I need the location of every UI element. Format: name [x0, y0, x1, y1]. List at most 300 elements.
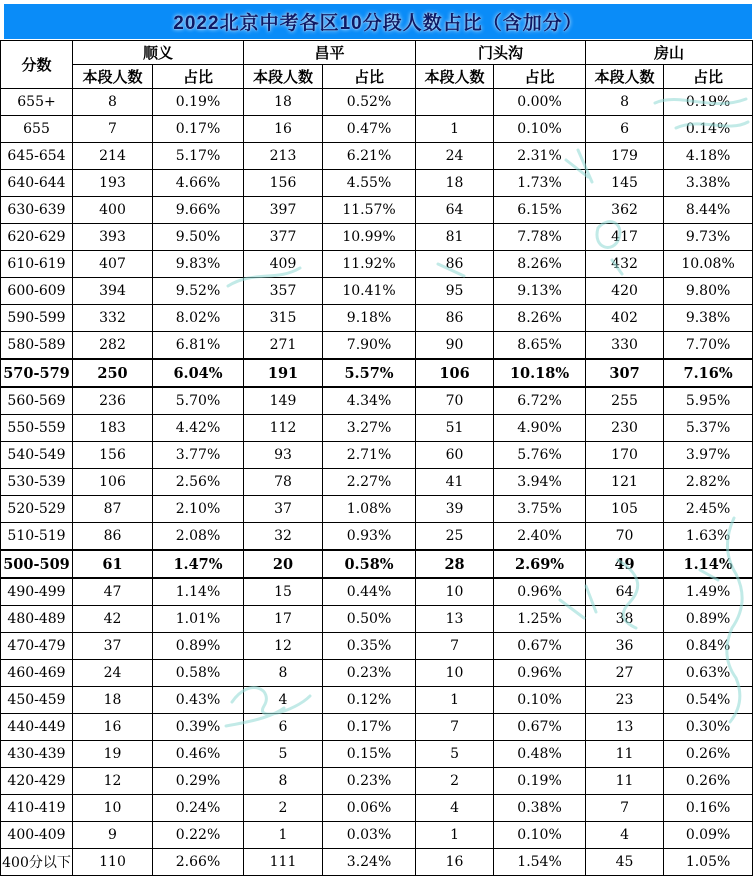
- ratio-cell: 0.96%: [494, 578, 586, 606]
- count-cell: 11: [586, 768, 664, 795]
- column-header-count: 本段人数: [244, 65, 323, 89]
- count-cell: 8: [586, 89, 664, 116]
- ratio-cell: 4.90%: [494, 415, 586, 442]
- count-cell: 191: [244, 359, 323, 387]
- count-cell: 45: [586, 849, 664, 876]
- count-cell: 16: [416, 849, 494, 876]
- score-cell: 550-559: [1, 415, 73, 442]
- count-cell: 70: [416, 387, 494, 415]
- count-cell: 9: [73, 822, 153, 849]
- column-header-district-mentougou: 门头沟: [416, 41, 586, 65]
- ratio-cell: 4.42%: [153, 415, 244, 442]
- count-cell: 60: [416, 442, 494, 469]
- score-cell: 610-619: [1, 251, 73, 278]
- count-cell: 23: [586, 687, 664, 714]
- ratio-cell: 7.70%: [664, 332, 753, 360]
- ratio-cell: 3.97%: [664, 442, 753, 469]
- score-cell: 640-644: [1, 170, 73, 197]
- ratio-cell: 0.09%: [664, 822, 753, 849]
- count-cell: 4: [416, 795, 494, 822]
- count-cell: 90: [416, 332, 494, 360]
- count-cell: 112: [244, 415, 323, 442]
- count-cell: 27: [586, 660, 664, 687]
- ratio-cell: 0.23%: [323, 660, 416, 687]
- ratio-cell: 9.73%: [664, 224, 753, 251]
- count-cell: 106: [73, 469, 153, 496]
- count-cell: 407: [73, 251, 153, 278]
- count-cell: 8: [73, 89, 153, 116]
- ratio-cell: 0.30%: [664, 714, 753, 741]
- count-cell: 78: [244, 469, 323, 496]
- table-title: 2022北京中考各区10分段人数占比（含加分）: [4, 4, 752, 39]
- count-cell: 37: [73, 633, 153, 660]
- count-cell: 179: [586, 143, 664, 170]
- table-row: [1, 143, 753, 170]
- count-cell: 41: [416, 469, 494, 496]
- ratio-cell: 1.25%: [494, 606, 586, 633]
- ratio-cell: 1.14%: [153, 578, 244, 606]
- count-cell: 20: [244, 550, 323, 578]
- score-cell: 490-499: [1, 578, 73, 606]
- score-cell: 655+: [1, 89, 73, 116]
- count-cell: 95: [416, 278, 494, 305]
- count-cell: 170: [586, 442, 664, 469]
- count-cell: 12: [244, 633, 323, 660]
- table-row: [1, 359, 753, 387]
- ratio-cell: 6.72%: [494, 387, 586, 415]
- ratio-cell: 0.19%: [664, 89, 753, 116]
- score-cell: 560-569: [1, 387, 73, 415]
- ratio-cell: 5.57%: [323, 359, 416, 387]
- score-cell: 520-529: [1, 496, 73, 523]
- ratio-cell: 1.63%: [664, 523, 753, 551]
- count-cell: 106: [416, 359, 494, 387]
- count-cell: 332: [73, 305, 153, 332]
- table-row: [1, 523, 753, 551]
- ratio-cell: 0.06%: [323, 795, 416, 822]
- ratio-cell: 7.16%: [664, 359, 753, 387]
- ratio-cell: 4.34%: [323, 387, 416, 415]
- ratio-cell: 7.90%: [323, 332, 416, 360]
- ratio-cell: 0.89%: [153, 633, 244, 660]
- count-cell: 93: [244, 442, 323, 469]
- count-cell: 432: [586, 251, 664, 278]
- ratio-cell: 5.95%: [664, 387, 753, 415]
- table-row: [1, 251, 753, 278]
- ratio-cell: 0.17%: [323, 714, 416, 741]
- ratio-cell: 9.83%: [153, 251, 244, 278]
- count-cell: 7: [416, 714, 494, 741]
- ratio-cell: 0.19%: [494, 768, 586, 795]
- score-cell: 620-629: [1, 224, 73, 251]
- ratio-cell: 6.15%: [494, 197, 586, 224]
- ratio-cell: 1.49%: [664, 578, 753, 606]
- table-row: [1, 822, 753, 849]
- table-row: [1, 550, 753, 578]
- ratio-cell: 3.77%: [153, 442, 244, 469]
- ratio-cell: 2.71%: [323, 442, 416, 469]
- ratio-cell: 0.14%: [664, 116, 753, 143]
- ratio-cell: 0.93%: [323, 523, 416, 551]
- count-cell: 86: [73, 523, 153, 551]
- count-cell: 28: [416, 550, 494, 578]
- column-header-count: 本段人数: [586, 65, 664, 89]
- count-cell: 271: [244, 332, 323, 360]
- count-cell: 61: [73, 550, 153, 578]
- score-cell: 440-449: [1, 714, 73, 741]
- ratio-cell: 0.58%: [153, 660, 244, 687]
- count-cell: 47: [73, 578, 153, 606]
- table-row: [1, 116, 753, 143]
- table-row: [1, 415, 753, 442]
- score-cell: 450-459: [1, 687, 73, 714]
- district-header-row: [1, 41, 753, 65]
- score-cell: 480-489: [1, 606, 73, 633]
- ratio-cell: 2.10%: [153, 496, 244, 523]
- ratio-cell: 0.26%: [664, 768, 753, 795]
- count-cell: 255: [586, 387, 664, 415]
- ratio-cell: 2.31%: [494, 143, 586, 170]
- score-cell: 530-539: [1, 469, 73, 496]
- score-cell: 600-609: [1, 278, 73, 305]
- table-row: [1, 496, 753, 523]
- ratio-cell: 2.27%: [323, 469, 416, 496]
- count-cell: 19: [73, 741, 153, 768]
- ratio-cell: 0.96%: [494, 660, 586, 687]
- ratio-cell: 0.38%: [494, 795, 586, 822]
- count-cell: 10: [416, 660, 494, 687]
- score-cell: 400-409: [1, 822, 73, 849]
- table-row: [1, 795, 753, 822]
- table-body: [1, 89, 753, 876]
- count-cell: 51: [416, 415, 494, 442]
- count-cell: 193: [73, 170, 153, 197]
- ratio-cell: 4.66%: [153, 170, 244, 197]
- column-header-ratio: 占比: [664, 65, 753, 89]
- count-cell: 409: [244, 251, 323, 278]
- table-row: [1, 687, 753, 714]
- score-cell: 655: [1, 116, 73, 143]
- count-cell: 1: [416, 116, 494, 143]
- count-cell: 420: [586, 278, 664, 305]
- count-cell: 16: [244, 116, 323, 143]
- count-cell: 32: [244, 523, 323, 551]
- ratio-cell: 0.67%: [494, 633, 586, 660]
- ratio-cell: 2.08%: [153, 523, 244, 551]
- ratio-cell: 6.21%: [323, 143, 416, 170]
- count-cell: 24: [416, 143, 494, 170]
- ratio-cell: 1.14%: [664, 550, 753, 578]
- ratio-cell: 9.13%: [494, 278, 586, 305]
- ratio-cell: 0.35%: [323, 633, 416, 660]
- ratio-cell: 9.52%: [153, 278, 244, 305]
- table-row: [1, 469, 753, 496]
- count-cell: 1: [416, 822, 494, 849]
- count-cell: 397: [244, 197, 323, 224]
- column-header-ratio: 占比: [494, 65, 586, 89]
- count-cell: 362: [586, 197, 664, 224]
- ratio-cell: 0.22%: [153, 822, 244, 849]
- table-row: [1, 224, 753, 251]
- count-cell: 7: [416, 633, 494, 660]
- count-cell: 37: [244, 496, 323, 523]
- count-cell: 357: [244, 278, 323, 305]
- count-cell: 18: [73, 687, 153, 714]
- table-row: [1, 89, 753, 116]
- ratio-cell: 8.26%: [494, 305, 586, 332]
- ratio-cell: 1.73%: [494, 170, 586, 197]
- ratio-cell: 0.39%: [153, 714, 244, 741]
- table-row: [1, 633, 753, 660]
- table-row: [1, 442, 753, 469]
- count-cell: 330: [586, 332, 664, 360]
- ratio-cell: 0.03%: [323, 822, 416, 849]
- ratio-cell: 0.63%: [664, 660, 753, 687]
- ratio-cell: 0.23%: [323, 768, 416, 795]
- count-cell: 39: [416, 496, 494, 523]
- sub-header-row: [1, 65, 753, 89]
- count-cell: 214: [73, 143, 153, 170]
- ratio-cell: 0.67%: [494, 714, 586, 741]
- count-cell: 24: [73, 660, 153, 687]
- ratio-cell: 1.47%: [153, 550, 244, 578]
- ratio-cell: 0.46%: [153, 741, 244, 768]
- ratio-cell: 0.15%: [323, 741, 416, 768]
- score-cell: 580-589: [1, 332, 73, 360]
- column-header-score: 分数: [1, 41, 73, 89]
- ratio-cell: 0.10%: [494, 687, 586, 714]
- ratio-cell: 0.54%: [664, 687, 753, 714]
- ratio-cell: 0.24%: [153, 795, 244, 822]
- count-cell: 13: [416, 606, 494, 633]
- count-cell: 183: [73, 415, 153, 442]
- ratio-cell: 10.41%: [323, 278, 416, 305]
- ratio-cell: 10.99%: [323, 224, 416, 251]
- score-cell: 410-419: [1, 795, 73, 822]
- table-row: [1, 305, 753, 332]
- table-row: [1, 849, 753, 876]
- ratio-cell: 7.78%: [494, 224, 586, 251]
- ratio-cell: 11.92%: [323, 251, 416, 278]
- count-cell: 394: [73, 278, 153, 305]
- ratio-cell: 9.50%: [153, 224, 244, 251]
- count-cell: 417: [586, 224, 664, 251]
- count-cell: 15: [244, 578, 323, 606]
- ratio-cell: 2.56%: [153, 469, 244, 496]
- count-cell: 111: [244, 849, 323, 876]
- count-cell: 5: [244, 741, 323, 768]
- score-cell: 470-479: [1, 633, 73, 660]
- ratio-cell: 6.81%: [153, 332, 244, 360]
- ratio-cell: 5.70%: [153, 387, 244, 415]
- count-cell: 13: [586, 714, 664, 741]
- ratio-cell: 0.26%: [664, 741, 753, 768]
- ratio-cell: 1.01%: [153, 606, 244, 633]
- ratio-cell: 9.38%: [664, 305, 753, 332]
- score-cell: 540-549: [1, 442, 73, 469]
- ratio-cell: 1.54%: [494, 849, 586, 876]
- table-row: [1, 578, 753, 606]
- ratio-cell: 0.10%: [494, 116, 586, 143]
- count-cell: 86: [416, 305, 494, 332]
- table-row: [1, 387, 753, 415]
- count-cell: 6: [586, 116, 664, 143]
- count-cell: 377: [244, 224, 323, 251]
- table-row: [1, 741, 753, 768]
- count-cell: 36: [586, 633, 664, 660]
- score-cell: 630-639: [1, 197, 73, 224]
- score-cell: 500-509: [1, 550, 73, 578]
- ratio-cell: 0.29%: [153, 768, 244, 795]
- ratio-cell: 2.82%: [664, 469, 753, 496]
- score-distribution-table: [0, 40, 753, 876]
- count-cell: 12: [73, 768, 153, 795]
- table-row: [1, 606, 753, 633]
- score-cell: 400分以下: [1, 849, 73, 876]
- count-cell: 250: [73, 359, 153, 387]
- count-cell: 121: [586, 469, 664, 496]
- count-cell: 64: [416, 197, 494, 224]
- score-cell: 590-599: [1, 305, 73, 332]
- ratio-cell: 0.47%: [323, 116, 416, 143]
- count-cell: 236: [73, 387, 153, 415]
- ratio-cell: 1.05%: [664, 849, 753, 876]
- ratio-cell: 0.89%: [664, 606, 753, 633]
- count-cell: 1: [416, 687, 494, 714]
- count-cell: 402: [586, 305, 664, 332]
- count-cell: 7: [73, 116, 153, 143]
- count-cell: 10: [73, 795, 153, 822]
- ratio-cell: 6.04%: [153, 359, 244, 387]
- ratio-cell: 9.18%: [323, 305, 416, 332]
- ratio-cell: 5.37%: [664, 415, 753, 442]
- table-row: [1, 170, 753, 197]
- count-cell: 17: [244, 606, 323, 633]
- count-cell: 49: [586, 550, 664, 578]
- count-cell: [416, 89, 494, 116]
- count-cell: 213: [244, 143, 323, 170]
- ratio-cell: 0.58%: [323, 550, 416, 578]
- count-cell: 156: [244, 170, 323, 197]
- ratio-cell: 8.65%: [494, 332, 586, 360]
- ratio-cell: 9.66%: [153, 197, 244, 224]
- count-cell: 282: [73, 332, 153, 360]
- count-cell: 4: [244, 687, 323, 714]
- count-cell: 6: [244, 714, 323, 741]
- count-cell: 25: [416, 523, 494, 551]
- score-cell: 645-654: [1, 143, 73, 170]
- count-cell: 149: [244, 387, 323, 415]
- ratio-cell: 2.69%: [494, 550, 586, 578]
- count-cell: 1: [244, 822, 323, 849]
- ratio-cell: 8.02%: [153, 305, 244, 332]
- count-cell: 145: [586, 170, 664, 197]
- count-cell: 42: [73, 606, 153, 633]
- ratio-cell: 0.12%: [323, 687, 416, 714]
- count-cell: 7: [586, 795, 664, 822]
- count-cell: 5: [416, 741, 494, 768]
- count-cell: 2: [244, 795, 323, 822]
- count-cell: 110: [73, 849, 153, 876]
- count-cell: 230: [586, 415, 664, 442]
- ratio-cell: 5.76%: [494, 442, 586, 469]
- count-cell: 38: [586, 606, 664, 633]
- count-cell: 4: [586, 822, 664, 849]
- ratio-cell: 0.84%: [664, 633, 753, 660]
- ratio-cell: 0.16%: [664, 795, 753, 822]
- count-cell: 10: [416, 578, 494, 606]
- ratio-cell: 3.24%: [323, 849, 416, 876]
- ratio-cell: 2.66%: [153, 849, 244, 876]
- count-cell: 87: [73, 496, 153, 523]
- ratio-cell: 10.18%: [494, 359, 586, 387]
- ratio-cell: 4.18%: [664, 143, 753, 170]
- column-header-count: 本段人数: [416, 65, 494, 89]
- table-row: [1, 660, 753, 687]
- ratio-cell: 8.26%: [494, 251, 586, 278]
- ratio-cell: 0.50%: [323, 606, 416, 633]
- count-cell: 18: [244, 89, 323, 116]
- score-cell: 510-519: [1, 523, 73, 551]
- table-row: [1, 332, 753, 360]
- ratio-cell: 9.80%: [664, 278, 753, 305]
- column-header-ratio: 占比: [153, 65, 244, 89]
- ratio-cell: 3.27%: [323, 415, 416, 442]
- ratio-cell: 3.94%: [494, 469, 586, 496]
- ratio-cell: 11.57%: [323, 197, 416, 224]
- count-cell: 70: [586, 523, 664, 551]
- table-row: [1, 197, 753, 224]
- column-header-ratio: 占比: [323, 65, 416, 89]
- score-cell: 460-469: [1, 660, 73, 687]
- ratio-cell: 3.38%: [664, 170, 753, 197]
- ratio-cell: 0.52%: [323, 89, 416, 116]
- ratio-cell: 10.08%: [664, 251, 753, 278]
- ratio-cell: 0.00%: [494, 89, 586, 116]
- score-cell: 430-439: [1, 741, 73, 768]
- count-cell: 8: [244, 768, 323, 795]
- table-row: [1, 278, 753, 305]
- score-cell: 570-579: [1, 359, 73, 387]
- count-cell: 18: [416, 170, 494, 197]
- score-cell: 420-429: [1, 768, 73, 795]
- ratio-cell: 2.40%: [494, 523, 586, 551]
- ratio-cell: 2.45%: [664, 496, 753, 523]
- count-cell: 315: [244, 305, 323, 332]
- count-cell: 105: [586, 496, 664, 523]
- count-cell: 16: [73, 714, 153, 741]
- ratio-cell: 3.75%: [494, 496, 586, 523]
- count-cell: 307: [586, 359, 664, 387]
- ratio-cell: 0.17%: [153, 116, 244, 143]
- count-cell: 86: [416, 251, 494, 278]
- count-cell: 2: [416, 768, 494, 795]
- column-header-district-fangshan: 房山: [586, 41, 753, 65]
- ratio-cell: 0.10%: [494, 822, 586, 849]
- count-cell: 81: [416, 224, 494, 251]
- column-header-district-shunyi: 顺义: [73, 41, 244, 65]
- column-header-district-changping: 昌平: [244, 41, 416, 65]
- ratio-cell: 0.44%: [323, 578, 416, 606]
- count-cell: 11: [586, 741, 664, 768]
- count-cell: 400: [73, 197, 153, 224]
- ratio-cell: 1.08%: [323, 496, 416, 523]
- count-cell: 156: [73, 442, 153, 469]
- column-header-count: 本段人数: [73, 65, 153, 89]
- ratio-cell: 0.19%: [153, 89, 244, 116]
- count-cell: 393: [73, 224, 153, 251]
- count-cell: 64: [586, 578, 664, 606]
